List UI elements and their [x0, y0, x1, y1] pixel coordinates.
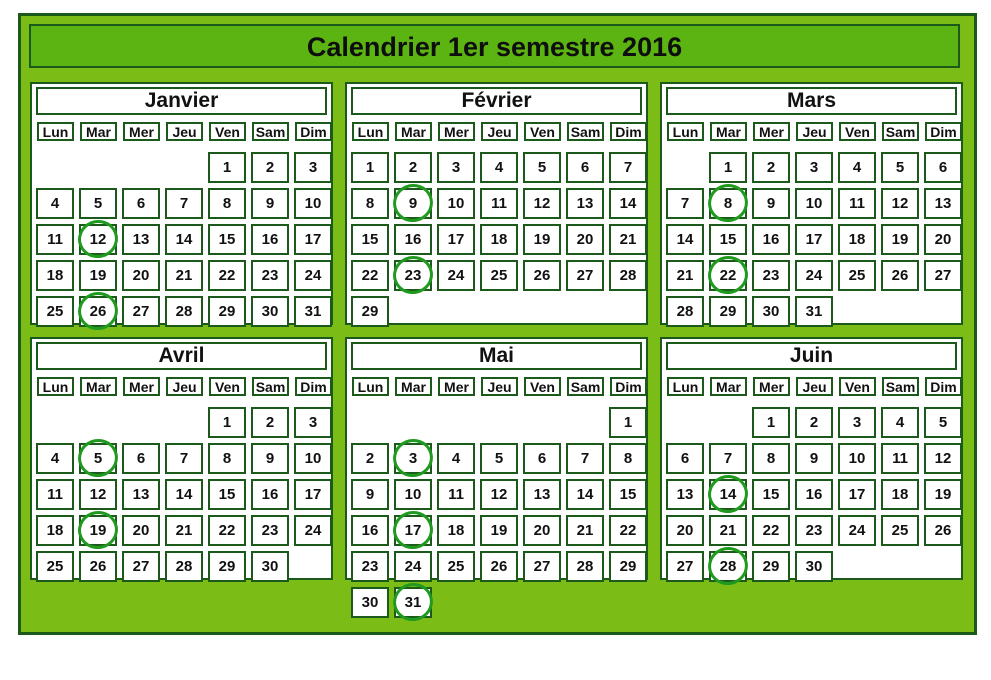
day-cell[interactable]: 28: [566, 551, 604, 582]
day-cell[interactable]: 15: [208, 479, 246, 510]
day-cell[interactable]: 16: [795, 479, 833, 510]
day-cell[interactable]: 7: [666, 188, 704, 219]
weekday-label: Mer: [753, 377, 790, 396]
day-cell[interactable]: 14: [709, 479, 747, 510]
day-cell[interactable]: 13: [566, 188, 604, 219]
day-cell[interactable]: 4: [36, 443, 74, 474]
day-cell[interactable]: 30: [752, 296, 790, 327]
day-cell[interactable]: 14: [666, 224, 704, 255]
day-cell[interactable]: 18: [838, 224, 876, 255]
circled-date-marker: [74, 435, 121, 480]
weekday-label: Jeu: [796, 377, 833, 396]
day-cell[interactable]: 8: [351, 188, 389, 219]
day-cell[interactable]: 19: [480, 515, 518, 546]
day-cell[interactable]: 24: [838, 515, 876, 546]
month-name: Février: [351, 87, 642, 115]
day-cell[interactable]: 29: [609, 551, 647, 582]
weekday-label: Ven: [209, 377, 246, 396]
day-cell[interactable]: 15: [351, 224, 389, 255]
weekday-label: Ven: [839, 377, 876, 396]
day-cell[interactable]: 21: [709, 515, 747, 546]
day-cell[interactable]: 8: [208, 443, 246, 474]
circled-date-marker: [704, 180, 751, 225]
weekday-label: Mar: [80, 377, 117, 396]
circled-date-marker: [704, 471, 751, 516]
day-cell[interactable]: 19: [79, 260, 117, 291]
day-cell[interactable]: 30: [251, 551, 289, 582]
weekday-label: Mar: [710, 122, 747, 141]
day-cell[interactable]: 4: [480, 152, 518, 183]
day-cell[interactable]: 25: [480, 260, 518, 291]
day-cell[interactable]: 17: [294, 224, 332, 255]
day-cell[interactable]: 1: [752, 407, 790, 438]
month-name: Mai: [351, 342, 642, 370]
weekday-label: Sam: [882, 377, 919, 396]
day-cell[interactable]: 29: [208, 296, 246, 327]
weekday-label: Mer: [438, 122, 475, 141]
title-bar: [29, 24, 960, 68]
day-cell[interactable]: 18: [36, 260, 74, 291]
month-panel: [345, 337, 648, 611]
day-cell[interactable]: 25: [36, 296, 74, 327]
day-cell[interactable]: 22: [208, 260, 246, 291]
month-panel: [660, 337, 963, 580]
day-cell[interactable]: 4: [881, 407, 919, 438]
day-cell[interactable]: 16: [351, 515, 389, 546]
day-cell[interactable]: 8: [752, 443, 790, 474]
day-cell[interactable]: 29: [208, 551, 246, 582]
weekday-label: Lun: [667, 377, 704, 396]
circled-date-marker: [389, 252, 436, 297]
calendar-frame: [18, 13, 977, 635]
day-cell[interactable]: 30: [251, 296, 289, 327]
day-cell[interactable]: 11: [480, 188, 518, 219]
day-cell[interactable]: 10: [437, 188, 475, 219]
day-cell[interactable]: 13: [523, 479, 561, 510]
day-cell[interactable]: 22: [351, 260, 389, 291]
weekday-label: Lun: [352, 122, 389, 141]
day-cell[interactable]: 26: [79, 551, 117, 582]
circled-date-marker: [74, 288, 121, 333]
weekday-label: Mer: [438, 377, 475, 396]
circled-date-marker: [74, 216, 121, 261]
day-cell[interactable]: 24: [394, 551, 432, 582]
day-cell[interactable]: 6: [924, 152, 962, 183]
weekday-label: Dim: [925, 377, 962, 396]
day-cell[interactable]: 3: [394, 443, 432, 474]
weekday-label: Lun: [667, 122, 704, 141]
day-cell[interactable]: 22: [609, 515, 647, 546]
day-cell[interactable]: 5: [523, 152, 561, 183]
day-cell[interactable]: 16: [251, 479, 289, 510]
day-cell[interactable]: 28: [709, 551, 747, 582]
day-cell[interactable]: 14: [566, 479, 604, 510]
weekday-label: Dim: [295, 122, 332, 141]
day-cell[interactable]: 20: [924, 224, 962, 255]
day-cell[interactable]: 25: [881, 515, 919, 546]
day-cell[interactable]: 21: [666, 260, 704, 291]
day-cell[interactable]: 16: [752, 224, 790, 255]
day-cell[interactable]: 18: [881, 479, 919, 510]
day-cell[interactable]: 30: [351, 587, 389, 618]
day-cell[interactable]: 11: [838, 188, 876, 219]
day-cell[interactable]: 28: [666, 296, 704, 327]
month-name: Janvier: [36, 87, 327, 115]
day-cell[interactable]: 2: [752, 152, 790, 183]
weekday-label: Dim: [925, 122, 962, 141]
day-cell[interactable]: 15: [609, 479, 647, 510]
weekday-label: Ven: [839, 122, 876, 141]
month-panel: [30, 82, 333, 325]
day-cell[interactable]: 25: [36, 551, 74, 582]
day-cell[interactable]: 1: [709, 152, 747, 183]
day-cell[interactable]: 3: [294, 152, 332, 183]
day-cell[interactable]: 17: [795, 224, 833, 255]
day-cell[interactable]: 27: [122, 296, 160, 327]
month-name: Mars: [666, 87, 957, 115]
day-cell[interactable]: 7: [609, 152, 647, 183]
day-cell[interactable]: 18: [36, 515, 74, 546]
weekday-label: Sam: [252, 122, 289, 141]
weekday-label: Lun: [37, 377, 74, 396]
day-cell[interactable]: 25: [838, 260, 876, 291]
weekday-label: Jeu: [166, 122, 203, 141]
day-cell[interactable]: 27: [566, 260, 604, 291]
day-cell[interactable]: 6: [122, 443, 160, 474]
day-cell[interactable]: 12: [79, 479, 117, 510]
day-cell[interactable]: 12: [79, 224, 117, 255]
day-cell[interactable]: 24: [294, 260, 332, 291]
day-cell[interactable]: 16: [251, 224, 289, 255]
day-cell[interactable]: 1: [609, 407, 647, 438]
day-cell[interactable]: 16: [394, 224, 432, 255]
day-cell[interactable]: 10: [795, 188, 833, 219]
day-cell[interactable]: 23: [251, 515, 289, 546]
day-cell[interactable]: 7: [709, 443, 747, 474]
weekday-label: Sam: [882, 122, 919, 141]
day-cell[interactable]: 12: [523, 188, 561, 219]
circled-date-marker: [389, 579, 436, 624]
weekday-label: Sam: [567, 377, 604, 396]
day-cell[interactable]: 14: [609, 188, 647, 219]
day-cell[interactable]: 20: [122, 260, 160, 291]
day-cell[interactable]: 18: [437, 515, 475, 546]
weekday-label: Mar: [710, 377, 747, 396]
weekday-label: Mer: [123, 377, 160, 396]
day-cell[interactable]: 29: [709, 296, 747, 327]
day-cell[interactable]: 23: [251, 260, 289, 291]
day-cell[interactable]: 6: [566, 152, 604, 183]
day-cell[interactable]: 29: [752, 551, 790, 582]
circled-date-marker: [389, 180, 436, 225]
day-cell[interactable]: 20: [122, 515, 160, 546]
weekday-label: Lun: [37, 122, 74, 141]
weekday-label: Ven: [524, 377, 561, 396]
day-cell[interactable]: 31: [394, 587, 432, 618]
day-cell[interactable]: 4: [838, 152, 876, 183]
day-cell[interactable]: 21: [165, 515, 203, 546]
day-cell[interactable]: 30: [795, 551, 833, 582]
weekday-label: Mar: [395, 122, 432, 141]
day-cell[interactable]: 5: [79, 443, 117, 474]
weekday-label: Jeu: [481, 122, 518, 141]
day-cell[interactable]: 22: [752, 515, 790, 546]
day-cell[interactable]: 5: [79, 188, 117, 219]
day-cell[interactable]: 8: [609, 443, 647, 474]
day-cell[interactable]: 20: [666, 515, 704, 546]
day-cell[interactable]: 13: [924, 188, 962, 219]
day-cell[interactable]: 4: [36, 188, 74, 219]
day-cell[interactable]: 21: [609, 224, 647, 255]
day-cell[interactable]: 27: [122, 551, 160, 582]
day-cell[interactable]: 19: [881, 224, 919, 255]
circled-date-marker: [704, 252, 751, 297]
weekday-label: Mer: [123, 122, 160, 141]
day-cell[interactable]: 9: [752, 188, 790, 219]
day-cell[interactable]: 10: [294, 188, 332, 219]
day-cell[interactable]: 5: [881, 152, 919, 183]
day-cell[interactable]: 24: [437, 260, 475, 291]
circled-date-marker: [389, 507, 436, 552]
day-cell[interactable]: 23: [752, 260, 790, 291]
day-cell[interactable]: 28: [165, 551, 203, 582]
day-cell[interactable]: 24: [795, 260, 833, 291]
day-cell[interactable]: 14: [165, 224, 203, 255]
day-cell[interactable]: 12: [924, 443, 962, 474]
day-cell[interactable]: 8: [208, 188, 246, 219]
day-cell[interactable]: 5: [924, 407, 962, 438]
day-cell[interactable]: 6: [122, 188, 160, 219]
day-cell[interactable]: 1: [208, 407, 246, 438]
day-cell[interactable]: 28: [609, 260, 647, 291]
day-cell[interactable]: 2: [251, 152, 289, 183]
day-cell[interactable]: 15: [208, 224, 246, 255]
day-cell[interactable]: 5: [480, 443, 518, 474]
day-cell[interactable]: 23: [394, 260, 432, 291]
day-cell[interactable]: 3: [294, 407, 332, 438]
weekday-label: Jeu: [166, 377, 203, 396]
day-cell[interactable]: 26: [480, 551, 518, 582]
day-cell[interactable]: 2: [351, 443, 389, 474]
day-cell[interactable]: 10: [394, 479, 432, 510]
day-cell[interactable]: 7: [566, 443, 604, 474]
day-cell[interactable]: 2: [795, 407, 833, 438]
weekday-label: Jeu: [796, 122, 833, 141]
weekday-label: Lun: [352, 377, 389, 396]
day-cell[interactable]: 21: [566, 515, 604, 546]
day-cell[interactable]: 10: [294, 443, 332, 474]
day-cell[interactable]: 28: [165, 296, 203, 327]
day-cell[interactable]: 19: [924, 479, 962, 510]
circled-date-marker: [389, 435, 436, 480]
day-cell[interactable]: 15: [709, 224, 747, 255]
day-cell[interactable]: 23: [351, 551, 389, 582]
day-cell[interactable]: 10: [838, 443, 876, 474]
day-cell[interactable]: 13: [122, 224, 160, 255]
day-cell[interactable]: 20: [523, 515, 561, 546]
day-cell[interactable]: 17: [294, 479, 332, 510]
weekday-label: Mar: [395, 377, 432, 396]
day-cell[interactable]: 9: [251, 443, 289, 474]
month-panel: [660, 82, 963, 325]
day-cell[interactable]: 25: [437, 551, 475, 582]
day-cell[interactable]: 17: [394, 515, 432, 546]
circled-date-marker: [74, 507, 121, 552]
weekday-label: Sam: [567, 122, 604, 141]
day-cell[interactable]: 3: [795, 152, 833, 183]
day-cell[interactable]: 11: [437, 479, 475, 510]
day-cell[interactable]: 6: [523, 443, 561, 474]
day-cell[interactable]: 7: [165, 188, 203, 219]
weekday-label: Mer: [753, 122, 790, 141]
day-cell[interactable]: 13: [122, 479, 160, 510]
day-cell[interactable]: 26: [881, 260, 919, 291]
day-cell[interactable]: 27: [523, 551, 561, 582]
day-cell[interactable]: 6: [666, 443, 704, 474]
day-cell[interactable]: 9: [251, 188, 289, 219]
weekday-label: Ven: [209, 122, 246, 141]
weekday-label: Jeu: [481, 377, 518, 396]
day-cell[interactable]: 21: [165, 260, 203, 291]
weekday-label: Ven: [524, 122, 561, 141]
day-cell[interactable]: 27: [924, 260, 962, 291]
day-cell[interactable]: 3: [437, 152, 475, 183]
day-cell[interactable]: 9: [351, 479, 389, 510]
day-cell[interactable]: 19: [523, 224, 561, 255]
day-cell[interactable]: 20: [566, 224, 604, 255]
day-cell[interactable]: 17: [838, 479, 876, 510]
weekday-label: Dim: [610, 377, 647, 396]
day-cell[interactable]: 18: [480, 224, 518, 255]
day-cell[interactable]: 8: [709, 188, 747, 219]
day-cell[interactable]: 26: [79, 296, 117, 327]
circled-date-marker: [704, 543, 751, 588]
day-cell[interactable]: 14: [165, 479, 203, 510]
day-cell[interactable]: 31: [795, 296, 833, 327]
weekday-label: Sam: [252, 377, 289, 396]
day-cell[interactable]: 12: [881, 188, 919, 219]
month-panel: [30, 337, 333, 580]
day-cell[interactable]: 11: [36, 224, 74, 255]
day-cell[interactable]: 11: [36, 479, 74, 510]
weekday-label: Mar: [80, 122, 117, 141]
day-cell[interactable]: 2: [394, 152, 432, 183]
day-cell[interactable]: 1: [351, 152, 389, 183]
day-cell[interactable]: 9: [394, 188, 432, 219]
day-cell[interactable]: 23: [795, 515, 833, 546]
day-cell[interactable]: 26: [523, 260, 561, 291]
day-cell[interactable]: 2: [251, 407, 289, 438]
day-cell[interactable]: 27: [666, 551, 704, 582]
day-cell[interactable]: 7: [165, 443, 203, 474]
day-cell[interactable]: 22: [709, 260, 747, 291]
day-cell[interactable]: 31: [294, 296, 332, 327]
day-cell[interactable]: 4: [437, 443, 475, 474]
weekday-label: Dim: [295, 377, 332, 396]
day-cell[interactable]: 22: [208, 515, 246, 546]
month-panel: [345, 82, 648, 325]
day-cell[interactable]: 24: [294, 515, 332, 546]
day-cell[interactable]: 9: [795, 443, 833, 474]
day-cell[interactable]: 26: [924, 515, 962, 546]
month-name: Avril: [36, 342, 327, 370]
page-title: Calendrier 1er semestre 2016: [306, 32, 683, 62]
day-cell[interactable]: 11: [881, 443, 919, 474]
month-name: Juin: [666, 342, 957, 370]
day-cell[interactable]: 1: [208, 152, 246, 183]
day-cell[interactable]: 12: [480, 479, 518, 510]
weekday-label: Dim: [610, 122, 647, 141]
day-cell[interactable]: 19: [79, 515, 117, 546]
day-cell[interactable]: 3: [838, 407, 876, 438]
day-cell[interactable]: 13: [666, 479, 704, 510]
day-cell[interactable]: 15: [752, 479, 790, 510]
day-cell[interactable]: 17: [437, 224, 475, 255]
day-cell[interactable]: 29: [351, 296, 389, 327]
